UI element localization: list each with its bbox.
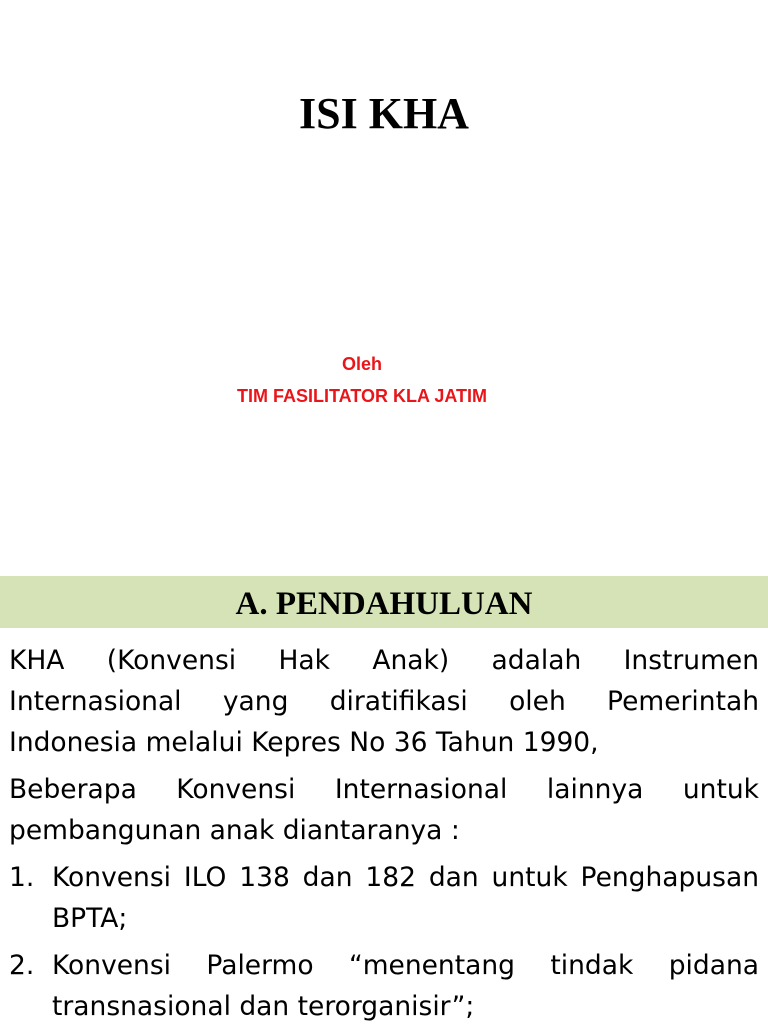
byline-label: Oleh (341, 354, 382, 374)
list-item (9, 857, 759, 939)
list-item-number: 2. (9, 950, 35, 981)
list-item-text: Konvensi ILO 138 dan 182 dan untuk Penghapusan BPTA; (52, 862, 759, 934)
section-heading-bar (0, 576, 768, 628)
slide-title: ISI KHA (299, 89, 469, 138)
list-item (9, 945, 759, 1027)
list-item-text: Konvensi Palermo “menentang tindak pidana transnasional dan terorganisir”; (52, 950, 759, 1022)
conventions-paragraph: Beberapa Konvensi Internasional lainnya untuk pembangunan anak diantaranya : (9, 774, 759, 846)
slide-body (9, 640, 759, 1033)
conventions-list (9, 857, 759, 1027)
intro-paragraph: KHA (Konvensi Hak Anak) adalah Instrumen Internasional yang diratifikasi oleh Pemerintah Indonesia melalui Kepres No 36 Tahun 1990, (9, 645, 759, 758)
byline-author: TIM FASILITATOR KLA JATIM (237, 386, 487, 406)
list-item-number: 1. (9, 862, 35, 893)
section-heading: A. PENDAHULUAN (235, 586, 533, 622)
byline (0, 348, 768, 412)
